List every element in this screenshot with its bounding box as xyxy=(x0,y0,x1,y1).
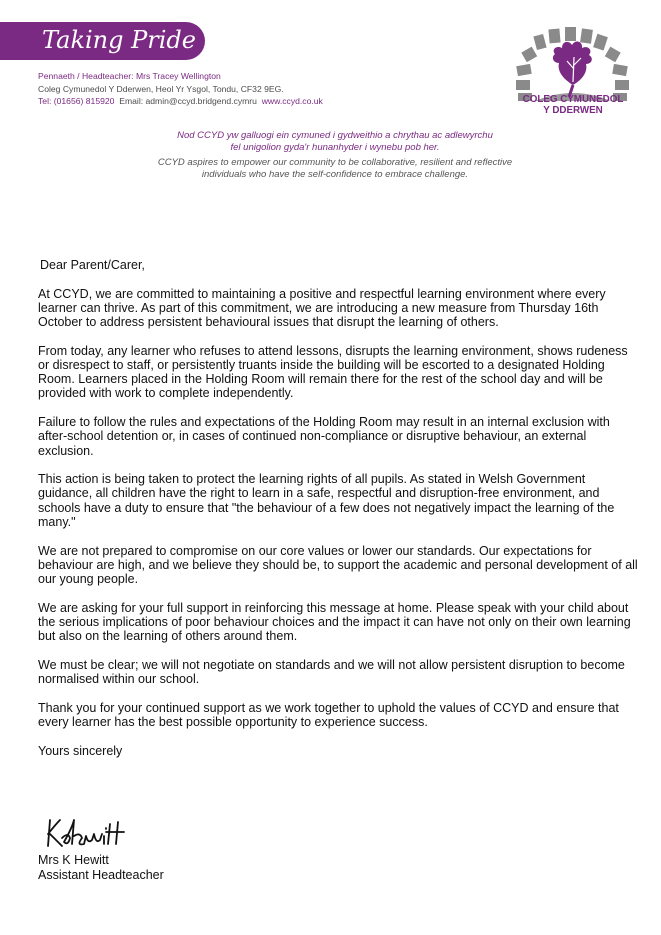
paragraph-3: Failure to follow the rules and expectations of the Holding Room may result in an internal exclusion with after-school detention or, in cases of continued non-compliance or disruptive behaviour, an external exclusion. xyxy=(38,415,610,458)
motto-english-line1: CCYD aspires to empower our community to be collaborative, resilient and reflective xyxy=(157,157,513,168)
paragraph-8: Thank you for your continued support as we work together to uphold the values of CCYD and ensure that every learner has the best possible opportunity to experience success. xyxy=(38,700,619,729)
paragraph-1: At CCYD, we are committed to maintaining a positive and respectful learning environment where every learner can thrive. As part of this commitment, we are introducing a new measure from Thursday 16th October to address persistent behavioural issues that disrupt the learning of others. xyxy=(38,286,606,330)
banner-title: Taking Pride xyxy=(42,26,196,54)
closing: Yours sincerely xyxy=(38,743,123,758)
headteacher-line: Pennaeth / Headteacher: Mrs Tracey Wellington xyxy=(38,71,221,81)
website-link[interactable]: www.ccyd.co.uk xyxy=(261,96,323,106)
telephone: Tel: (01656) 815920 xyxy=(38,96,115,106)
college-name-line1: COLEG CYMUNEDOL xyxy=(522,94,624,105)
handwritten-signature xyxy=(44,816,144,850)
signer-block xyxy=(38,853,164,883)
header-banner xyxy=(0,22,205,60)
email[interactable]: Email: admin@ccyd.bridgend.cymru xyxy=(119,96,257,106)
greeting: Dear Parent/Carer, xyxy=(40,258,145,272)
paragraph-5: We are not prepared to compromise on our core values or lower our standards. Our expectations for behaviour are high, and we believe they should be, to support the academic and personal development of all our young people. xyxy=(38,543,638,586)
paragraph-4: This action is being taken to protect the learning rights of all pupils. As stated in Welsh Government guidance, all children have the right to learn in a safe, respectful and disruption-free environment, and schools have a duty to ensure that "the behaviour of a few does not negatively impact the learning of the many." xyxy=(38,472,615,529)
letter-body xyxy=(38,258,638,772)
paragraph-2: From today, any learner who refuses to attend lessons, disrupts the learning environment, shows rudeness or disrespect to staff, or persistently truants inside the building will be escorted to a designated Holding Room. Learners placed in the Holding Room will remain there for the rest of the school day and will be provided with work to complete independently. xyxy=(38,343,628,401)
paragraph-7: We must be clear; we will not negotiate on standards and we will not allow persistent disruption to become normalised within our school. xyxy=(38,657,625,686)
motto-english xyxy=(100,157,570,181)
signer-title: Assistant Headteacher xyxy=(38,868,164,882)
paragraph-6: We are asking for your full support in reinforcing this message at home. Please speak with your child about the serious implications of poor behaviour choices and the impact it can have not only on their own learning but also on the learning of others around them. xyxy=(38,600,631,644)
oak-leaf-logo-icon xyxy=(513,27,633,102)
contact-block xyxy=(38,70,323,108)
motto-welsh xyxy=(100,130,570,154)
contact-line xyxy=(38,95,323,108)
motto-welsh-line2: fel unigolion gyda'r hunanhyder i wynebu pob her. xyxy=(230,142,440,153)
college-name-line2: Y DDERWEN xyxy=(543,105,603,116)
motto-welsh-line1: Nod CCYD yw galluogi ein cymuned i gydweithio a chrythau ac adlewyrchu xyxy=(177,130,493,141)
address-line: Coleg Cymunedol Y Dderwen, Heol Yr Ysgol, Tondu, CF32 9EG. xyxy=(38,83,284,94)
college-name xyxy=(510,94,636,116)
signer-name: Mrs K Hewitt xyxy=(38,853,109,867)
motto-english-line2: individuals who have the self-confidence to embrace challenge. xyxy=(201,169,469,180)
